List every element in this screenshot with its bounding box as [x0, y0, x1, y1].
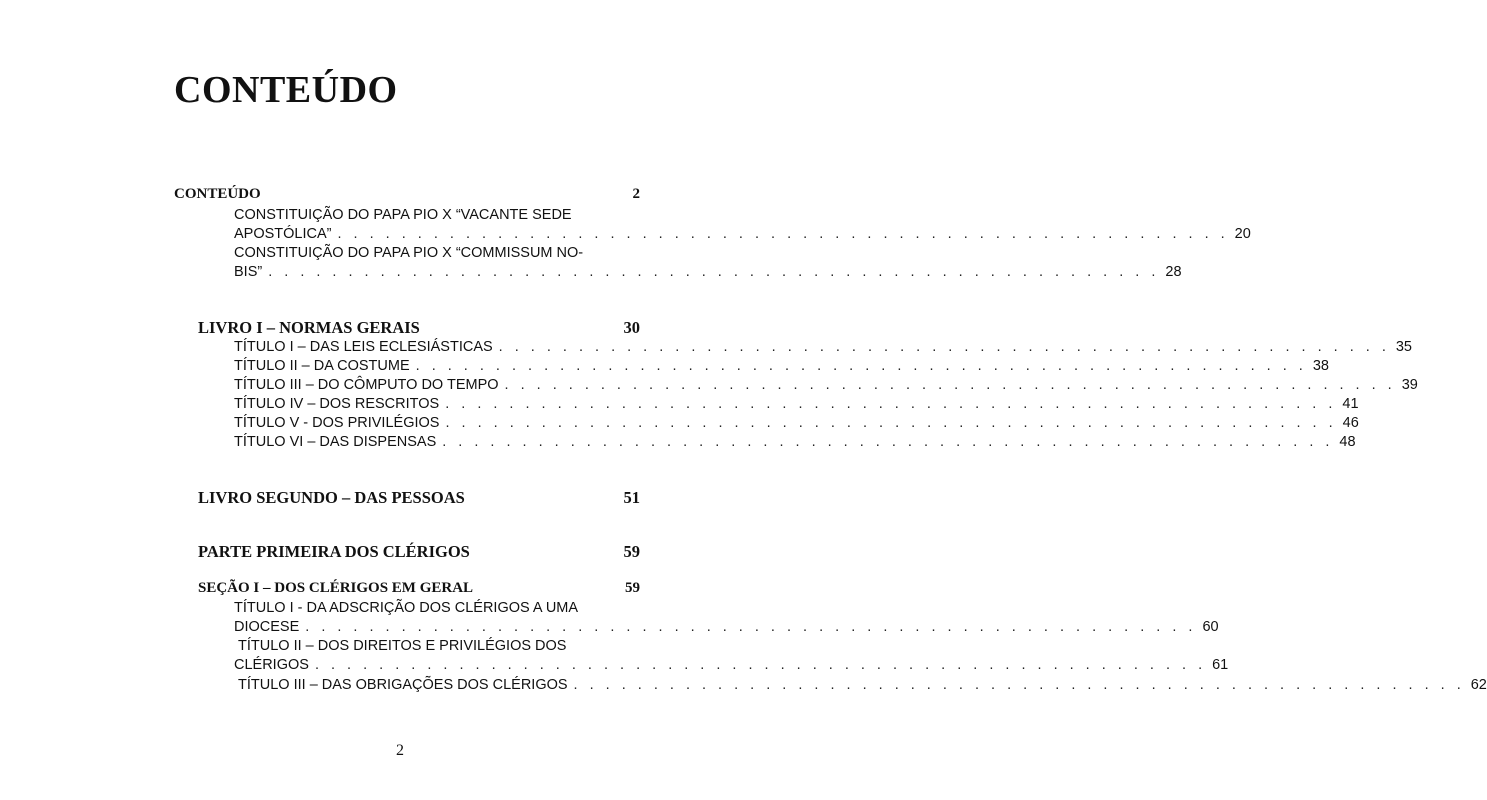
toc-entry-parte-primeira[interactable]: [198, 542, 640, 562]
toc-entry-page: 41: [1342, 396, 1359, 412]
toc-entry-page: 51: [623, 488, 640, 507]
dot-leader: . . . . . . . . . . . . . . . . . . . . . . . . . . . . . . . . . . . . . . . . . . . . . . . . . . . . . . . .: [445, 396, 1337, 412]
toc-entry-conteudo[interactable]: [174, 186, 640, 203]
toc-entry-secao-titulo-i[interactable]: [234, 619, 1219, 635]
toc-entry-page: 62: [1470, 677, 1487, 693]
toc-entry-page: 38: [1312, 358, 1329, 374]
toc-entry-constituicao-vacante-line1[interactable]: CONSTITUIÇÃO DO PAPA PIO X “VACANTE SEDE: [234, 207, 572, 223]
toc-entry-label: TÍTULO I – DAS LEIS ECLESIÁSTICAS: [234, 339, 493, 355]
page-title: CONTEÚDO: [174, 69, 398, 111]
toc-entry-livro-i[interactable]: [198, 318, 640, 338]
toc-entry-page: 61: [1212, 657, 1229, 673]
toc-entry-secao-titulo-ii[interactable]: [234, 657, 1229, 673]
dot-leader: . . . . . . . . . . . . . . . . . . . . . . . . . . . . . . . . . . . . . . . . . . . . . . . . . . . . . . . .: [337, 226, 1229, 242]
toc-entry-label: CLÉRIGOS: [234, 657, 309, 673]
toc-entry-page: 39: [1401, 377, 1418, 393]
toc-entry-titulo-v[interactable]: [234, 415, 1359, 431]
toc-entry-titulo-iii[interactable]: [234, 377, 1418, 393]
dot-leader: . . . . . . . . . . . . . . . . . . . . . . . . . . . . . . . . . . . . . . . . . . . . . . . . . . . . . . . .: [314, 657, 1207, 673]
dot-leader: . . . . . . . . . . . . . . . . . . . . . . . . . . . . . . . . . . . . . . . . . . . . . . . . . . . . . . . .: [504, 377, 1396, 393]
dot-leader: . . . . . . . . . . . . . . . . . . . . . . . . . . . . . . . . . . . . . . . . . . . . . . . . . . . . . . . .: [305, 619, 1197, 635]
toc-entry-label: LIVRO SEGUNDO – DAS PESSOAS: [198, 488, 465, 507]
toc-entry-page: 30: [623, 318, 640, 337]
page-number: 2: [396, 742, 404, 759]
toc-entry-page: 20: [1234, 226, 1251, 242]
toc-entry-label: APOSTÓLICA”: [234, 226, 332, 242]
toc-entry-label: CONTEÚDO: [174, 186, 261, 202]
dot-leader: . . . . . . . . . . . . . . . . . . . . . . . . . . . . . . . . . . . . . . . . . . . . . . . . . . . . . . . .: [442, 434, 1334, 450]
toc-entry-label: BIS”: [234, 264, 263, 280]
toc-entry-titulo-iv[interactable]: [234, 396, 1359, 412]
dot-leader: . . . . . . . . . . . . . . . . . . . . . . . . . . . . . . . . . . . . . . . . . . . . . . . . . . . . . . . .: [573, 677, 1465, 693]
toc-entry-page: 60: [1202, 619, 1219, 635]
toc-entry-page: 35: [1395, 339, 1412, 355]
toc-entry-label: TÍTULO VI – DAS DISPENSAS: [234, 434, 437, 450]
toc-entry-secao-titulo-ii-line1[interactable]: TÍTULO II – DOS DIREITOS E PRIVILÉGIOS DOS: [238, 638, 567, 654]
toc-entry-label: TÍTULO III – DO CÔMPUTO DO TEMPO: [234, 377, 499, 393]
toc-entry-page: 46: [1342, 415, 1359, 431]
toc-entry-page: 59: [623, 542, 640, 561]
toc-entry-label: DIOCESE: [234, 619, 300, 635]
toc-entry-label: TÍTULO V - DOS PRIVILÉGIOS: [234, 415, 440, 431]
toc-entry-page: 59: [625, 580, 640, 596]
toc-entry-livro-segundo[interactable]: [198, 488, 640, 508]
toc-entry-label: TÍTULO IV – DOS RESCRITOS: [234, 396, 440, 412]
toc-entry-constituicao-vacante[interactable]: [234, 226, 1251, 242]
toc-entry-label: SEÇÃO I – DOS CLÉRIGOS EM GERAL: [198, 580, 474, 596]
toc-entry-secao-titulo-iii[interactable]: [238, 677, 1487, 693]
toc-entry-label: TÍTULO II – DA COSTUME: [234, 358, 410, 374]
dot-leader: . . . . . . . . . . . . . . . . . . . . . . . . . . . . . . . . . . . . . . . . . . . . . . . . . . . . . . . .: [498, 339, 1390, 355]
toc-entry-constituicao-commissum[interactable]: [234, 264, 1182, 280]
toc-entry-label: LIVRO I – NORMAS GERAIS: [198, 318, 420, 337]
toc-entry-titulo-ii[interactable]: [234, 358, 1329, 374]
toc-entry-titulo-i[interactable]: [234, 339, 1412, 355]
toc-entry-secao-i[interactable]: [198, 580, 640, 597]
toc-entry-titulo-vi[interactable]: [234, 434, 1356, 450]
dot-leader: . . . . . . . . . . . . . . . . . . . . . . . . . . . . . . . . . . . . . . . . . . . . . . . . . . . . . . . .: [268, 264, 1160, 280]
toc-entry-page: 2: [632, 186, 640, 202]
dot-leader: . . . . . . . . . . . . . . . . . . . . . . . . . . . . . . . . . . . . . . . . . . . . . . . . . . . . . . . .: [415, 358, 1307, 374]
toc-entry-page: 28: [1165, 264, 1182, 280]
toc-entry-page: 48: [1339, 434, 1356, 450]
dot-leader: . . . . . . . . . . . . . . . . . . . . . . . . . . . . . . . . . . . . . . . . . . . . . . . . . . . . . . . .: [445, 415, 1337, 431]
toc-entry-label: TÍTULO III – DAS OBRIGAÇÕES DOS CLÉRIGOS: [238, 677, 568, 693]
toc-entry-secao-titulo-i-line1[interactable]: TÍTULO I - DA ADSCRIÇÃO DOS CLÉRIGOS A UMA: [234, 600, 579, 616]
toc-entry-constituicao-commissum-line1[interactable]: CONSTITUIÇÃO DO PAPA PIO X “COMMISSUM NO-: [234, 245, 584, 261]
toc-entry-label: PARTE PRIMEIRA DOS CLÉRIGOS: [198, 542, 470, 561]
